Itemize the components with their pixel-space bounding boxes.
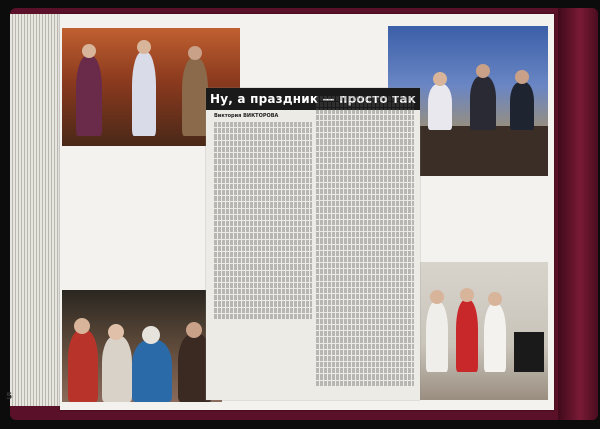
newspaper-clipping bbox=[206, 88, 420, 400]
photo-singers bbox=[418, 262, 548, 400]
album-spine bbox=[558, 8, 598, 420]
article-headline: Ну, а праздник — просто так bbox=[206, 88, 420, 110]
page-number: 5 bbox=[6, 392, 13, 402]
page-edges bbox=[10, 14, 66, 406]
article-column-2 bbox=[316, 96, 414, 394]
photo-audience bbox=[62, 290, 222, 402]
article-column-1 bbox=[214, 122, 312, 372]
article-byline: Виктория ВИКТОРОВА bbox=[214, 113, 279, 119]
